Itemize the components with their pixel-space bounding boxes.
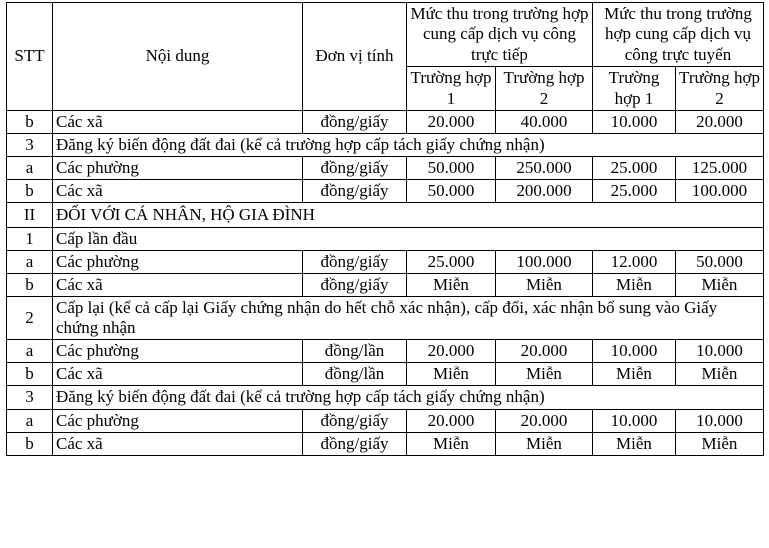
row-value-4: Miễn xyxy=(676,274,764,297)
table-row xyxy=(7,157,764,180)
row-value-3: 10.000 xyxy=(593,110,676,133)
row-noi-dung: Đăng ký biến động đất đai (kể cả trường hợp cấp tách giấy chứng nhận) xyxy=(53,386,764,409)
fee-schedule-table xyxy=(6,2,764,456)
header-muc-thu-truc-tuyen: Mức thu trong trường hợp cung cấp dịch vụ công trực tuyến xyxy=(593,3,764,67)
row-value-1: 20.000 xyxy=(407,340,496,363)
row-value-3: 10.000 xyxy=(593,409,676,432)
row-don-vi: đồng/giấy xyxy=(303,157,407,180)
row-value-1: Miễn xyxy=(407,432,496,455)
row-stt: b xyxy=(7,180,53,203)
row-value-1: 25.000 xyxy=(407,251,496,274)
row-value-2: 20.000 xyxy=(496,409,593,432)
table-body xyxy=(7,110,764,455)
table-row xyxy=(7,340,764,363)
table-row xyxy=(7,363,764,386)
row-don-vi: đồng/giấy xyxy=(303,409,407,432)
row-value-2: 250.000 xyxy=(496,157,593,180)
row-value-2: 40.000 xyxy=(496,110,593,133)
row-value-2: 100.000 xyxy=(496,251,593,274)
row-noi-dung: Cấp lại (kể cả cấp lại Giấy chứng nhận do hết chỗ xác nhận), cấp đổi, xác nhận bổ sung vào Giấy chứng nhận xyxy=(53,297,764,340)
row-stt: a xyxy=(7,340,53,363)
table-row xyxy=(7,228,764,251)
header-stt: STT xyxy=(7,3,53,111)
row-value-3: 10.000 xyxy=(593,340,676,363)
row-value-2: Miễn xyxy=(496,274,593,297)
row-don-vi: đồng/giấy xyxy=(303,110,407,133)
row-don-vi: đồng/giấy xyxy=(303,432,407,455)
row-noi-dung: Các phường xyxy=(53,340,303,363)
row-don-vi: đồng/giấy xyxy=(303,180,407,203)
row-noi-dung: ĐỐI VỚI CÁ NHÂN, HỘ GIA ĐÌNH xyxy=(53,203,764,228)
row-value-1: 50.000 xyxy=(407,157,496,180)
row-value-2: Miễn xyxy=(496,363,593,386)
row-value-4: 50.000 xyxy=(676,251,764,274)
row-stt: a xyxy=(7,157,53,180)
table-row xyxy=(7,386,764,409)
row-value-2: 20.000 xyxy=(496,340,593,363)
row-value-3: 25.000 xyxy=(593,157,676,180)
row-stt: a xyxy=(7,251,53,274)
header-truong-hop-2-truc-tiep: Trường hợp 2 xyxy=(496,67,593,111)
row-value-4: Miễn xyxy=(676,432,764,455)
row-value-4: 100.000 xyxy=(676,180,764,203)
row-stt: b xyxy=(7,274,53,297)
row-don-vi: đồng/giấy xyxy=(303,251,407,274)
row-noi-dung: Các xã xyxy=(53,110,303,133)
row-value-3: Miễn xyxy=(593,363,676,386)
row-value-1: 20.000 xyxy=(407,110,496,133)
row-stt: II xyxy=(7,203,53,228)
row-noi-dung: Cấp lần đầu xyxy=(53,228,764,251)
table-row xyxy=(7,134,764,157)
row-value-4: 10.000 xyxy=(676,340,764,363)
row-don-vi: đồng/lần xyxy=(303,363,407,386)
row-stt: b xyxy=(7,363,53,386)
header-muc-thu-truc-tiep: Mức thu trong trường hợp cung cấp dịch vụ công trực tiếp xyxy=(407,3,593,67)
row-value-3: 12.000 xyxy=(593,251,676,274)
table-row xyxy=(7,297,764,340)
row-noi-dung: Các xã xyxy=(53,432,303,455)
row-value-1: Miễn xyxy=(407,363,496,386)
table-section-row xyxy=(7,203,764,228)
row-value-4: 20.000 xyxy=(676,110,764,133)
table-row xyxy=(7,409,764,432)
row-noi-dung: Các phường xyxy=(53,251,303,274)
table-header-row-1 xyxy=(7,3,764,67)
table-row xyxy=(7,274,764,297)
header-truong-hop-1-truc-tuyen: Trường hợp 1 xyxy=(593,67,676,111)
row-stt: 2 xyxy=(7,297,53,340)
row-stt: 1 xyxy=(7,228,53,251)
row-don-vi: đồng/lần xyxy=(303,340,407,363)
row-noi-dung: Đăng ký biến động đất đai (kể cả trường hợp cấp tách giấy chứng nhận) xyxy=(53,134,764,157)
row-value-1: 20.000 xyxy=(407,409,496,432)
row-value-2: 200.000 xyxy=(496,180,593,203)
table-row xyxy=(7,251,764,274)
row-noi-dung: Các xã xyxy=(53,180,303,203)
table-header xyxy=(7,3,764,111)
row-value-3: Miễn xyxy=(593,432,676,455)
row-noi-dung: Các xã xyxy=(53,363,303,386)
row-noi-dung: Các phường xyxy=(53,157,303,180)
row-stt: b xyxy=(7,110,53,133)
row-value-2: Miễn xyxy=(496,432,593,455)
row-stt: a xyxy=(7,409,53,432)
row-value-1: 50.000 xyxy=(407,180,496,203)
row-don-vi: đồng/giấy xyxy=(303,274,407,297)
row-value-1: Miễn xyxy=(407,274,496,297)
row-stt: 3 xyxy=(7,386,53,409)
row-noi-dung: Các phường xyxy=(53,409,303,432)
table-row xyxy=(7,180,764,203)
table-row xyxy=(7,432,764,455)
row-stt: b xyxy=(7,432,53,455)
row-value-4: 125.000 xyxy=(676,157,764,180)
row-value-4: Miễn xyxy=(676,363,764,386)
row-value-4: 10.000 xyxy=(676,409,764,432)
header-noi-dung: Nội dung xyxy=(53,3,303,111)
row-stt: 3 xyxy=(7,134,53,157)
row-noi-dung: Các xã xyxy=(53,274,303,297)
row-value-3: 25.000 xyxy=(593,180,676,203)
row-value-3: Miễn xyxy=(593,274,676,297)
header-truong-hop-1-truc-tiep: Trường hợp 1 xyxy=(407,67,496,111)
header-truong-hop-2-truc-tuyen: Trường hợp 2 xyxy=(676,67,764,111)
table-row xyxy=(7,110,764,133)
header-don-vi-tinh: Đơn vị tính xyxy=(303,3,407,111)
